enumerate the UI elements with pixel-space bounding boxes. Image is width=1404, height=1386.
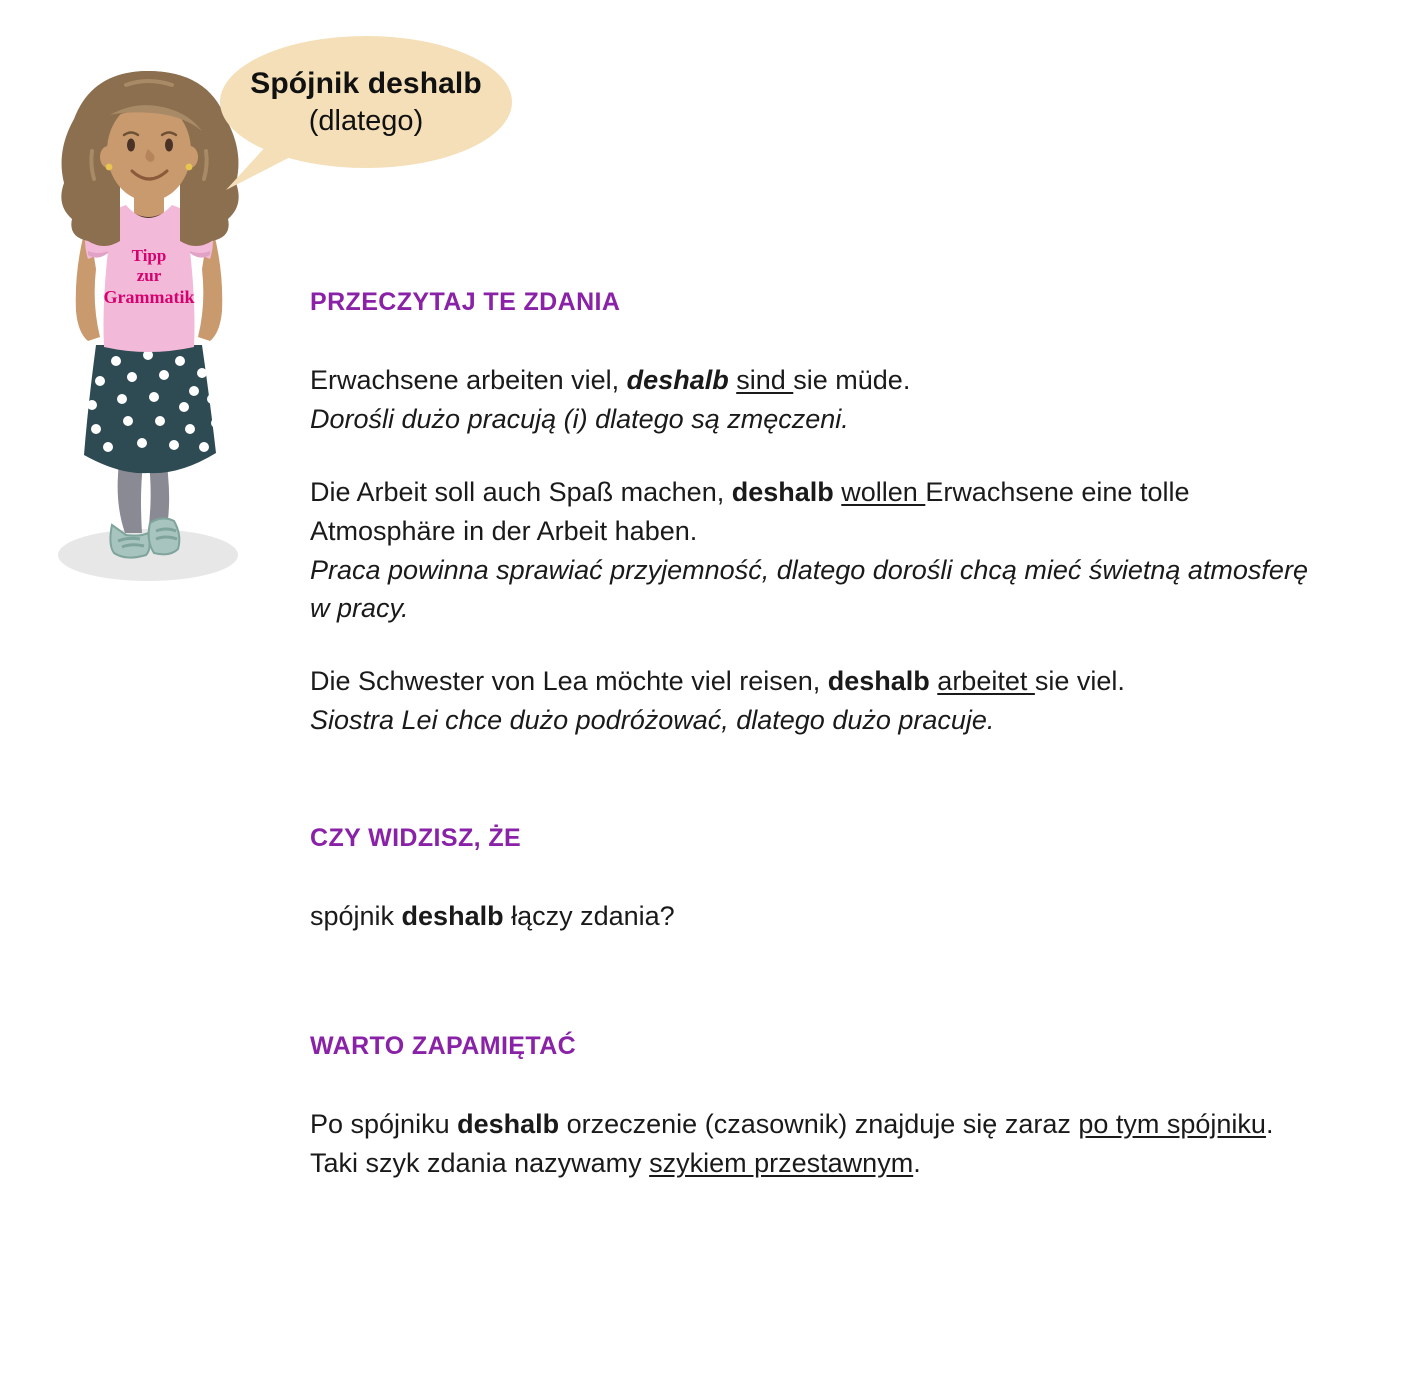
warto-line1-part2: orzeczenie (czasownik) znajduje się zaraz bbox=[559, 1108, 1079, 1139]
bubble-subtitle: (dlatego) bbox=[308, 104, 424, 137]
warto-line1-underlined: po tym spójniku bbox=[1078, 1108, 1266, 1139]
section-heading-przeczytaj: PRZECZYTAJ TE ZDANIA bbox=[310, 288, 621, 316]
warto-line1-part3: . bbox=[1265, 1108, 1274, 1139]
example-2-german bbox=[310, 473, 1320, 551]
example-3-polish: Siostra Lei chce dużo podróżować, dlatego dużo pracuje. bbox=[310, 705, 995, 736]
czy-widzisz-bold: deshalb bbox=[401, 901, 504, 931]
bubble-title: Spójnik deshalb bbox=[250, 66, 482, 100]
shirt-text-line1: Tipp bbox=[131, 246, 167, 265]
example-1-de-verb: sind bbox=[736, 365, 794, 395]
example-1-polish: Dorośli dużo pracują (i) dlatego są zmęczeni. bbox=[310, 403, 849, 434]
shirt-text-line3: Grammatik bbox=[103, 287, 195, 307]
example-2-polish: Praca powinna sprawiać przyjemność, dlatego dorośli chcą mieć świetną atmosferę w pracy. bbox=[310, 554, 1308, 624]
example-3-german bbox=[310, 662, 1320, 701]
czy-widzisz-body bbox=[310, 897, 1320, 936]
skirt-body bbox=[84, 345, 216, 473]
example-2-de-verb: wollen bbox=[841, 476, 926, 507]
section-heading-czy-widzisz: CZY WIDZISZ, ŻE bbox=[310, 824, 522, 852]
warto-line2-part2: . bbox=[913, 1147, 921, 1178]
example-3-de-part2: sie viel. bbox=[1034, 666, 1125, 697]
section-heading-warto-zapamietac: WARTO ZAPAMIĘTAĆ bbox=[310, 1031, 577, 1060]
example-3-de-part1: Die Schwester von Lea möchte viel reisen, bbox=[310, 666, 828, 697]
warto-line2-underlined: szykiem przestawnym bbox=[649, 1147, 914, 1178]
warto-zapamietac-line1 bbox=[310, 1105, 1320, 1144]
example-1-german bbox=[310, 361, 1320, 400]
warto-line1-bold: deshalb bbox=[457, 1108, 560, 1139]
right-eye bbox=[165, 139, 173, 152]
example-1-de-conjunction: deshalb bbox=[626, 365, 729, 395]
example-1-de-part1: Erwachsene arbeiten viel, bbox=[310, 365, 627, 395]
warto-zapamietac-line2 bbox=[310, 1144, 1320, 1183]
left-eye bbox=[127, 139, 135, 152]
warto-line1-part1: Po spójniku bbox=[310, 1108, 458, 1139]
left-earring bbox=[106, 164, 113, 171]
right-earring bbox=[186, 164, 193, 171]
czy-widzisz-part1: spójnik bbox=[310, 901, 402, 931]
shirt-text-line2: zur bbox=[136, 266, 162, 285]
example-3-de-verb: arbeitet bbox=[937, 666, 1035, 697]
warto-line2-part1: Taki szyk zdania nazywamy bbox=[310, 1147, 650, 1178]
example-2-de-part1: Die Arbeit soll auch Spaß machen, bbox=[310, 476, 732, 507]
example-3-de-conjunction: deshalb bbox=[827, 666, 930, 697]
example-2-de-conjunction: deshalb bbox=[731, 476, 834, 507]
example-1-de-part2: sie müde. bbox=[793, 365, 911, 395]
czy-widzisz-part2: łączy zdania? bbox=[503, 901, 675, 931]
content-column bbox=[310, 288, 1320, 1183]
example-2-de-part2: Erwachsene eine tolle Atmosphäre in der Arbeit haben. bbox=[310, 476, 1190, 546]
speech-bubble bbox=[196, 28, 536, 218]
